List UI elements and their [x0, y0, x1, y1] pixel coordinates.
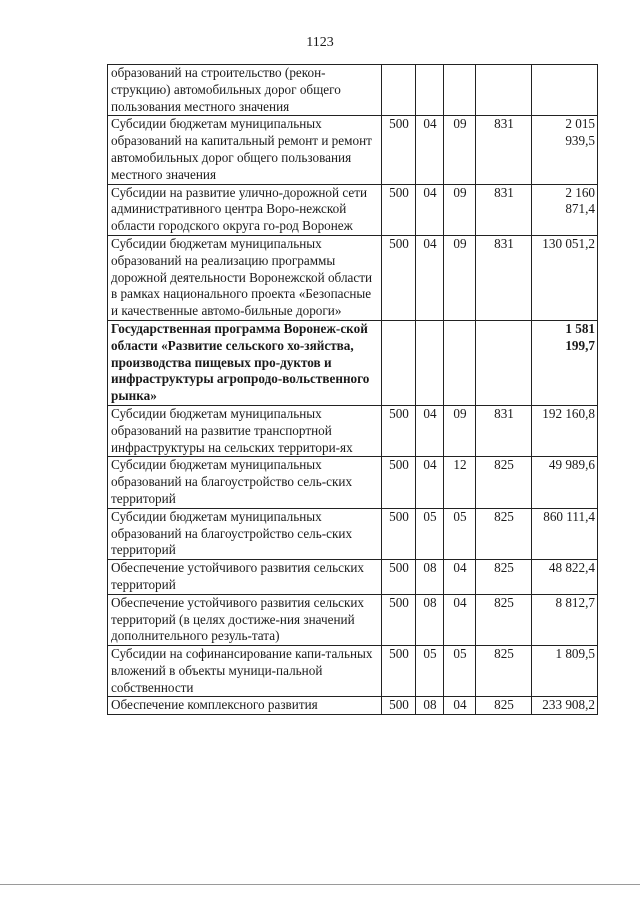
row-code-4-cell: 831 — [476, 405, 532, 456]
row-code-4-cell: 831 — [476, 184, 532, 235]
row-code-3-cell — [444, 65, 476, 116]
row-code-3-cell — [444, 320, 476, 405]
row-name-cell: Субсидии на софинансирование капи-тальных вложений в объекты муници-пальной собственности — [108, 646, 382, 697]
row-name-cell: Субсидии бюджетам муниципальных образований на благоустройство сель-ских территорий — [108, 457, 382, 508]
row-code-4-cell: 825 — [476, 457, 532, 508]
row-name-cell: Субсидии бюджетам муниципальных образований на развитие транспортной инфраструктуры на сельских территори-ях — [108, 405, 382, 456]
table-row — [108, 235, 598, 320]
row-code-3-cell: 04 — [444, 697, 476, 715]
table-row — [108, 594, 598, 645]
row-name-cell: Государственная программа Воронеж-ской области «Развитие сельского хо-зяйства, производства пищевых про-дуктов и инфраструктуры агропродо-вольственного рынка» — [108, 320, 382, 405]
table-row — [108, 320, 598, 405]
row-code-3-cell: 09 — [444, 405, 476, 456]
row-code-1-cell: 500 — [382, 560, 416, 595]
row-code-4-cell: 825 — [476, 508, 532, 559]
table-row — [108, 697, 598, 715]
row-code-4-cell — [476, 320, 532, 405]
row-code-2-cell: 04 — [416, 405, 444, 456]
row-code-1-cell: 500 — [382, 508, 416, 559]
row-amount-cell: 2 160 871,4 — [532, 184, 598, 235]
row-amount-cell: 130 051,2 — [532, 235, 598, 320]
budget-table — [107, 64, 598, 715]
table-row — [108, 457, 598, 508]
table-row — [108, 508, 598, 559]
row-code-4-cell: 831 — [476, 235, 532, 320]
row-code-1-cell: 500 — [382, 235, 416, 320]
row-code-1-cell — [382, 320, 416, 405]
row-code-3-cell: 05 — [444, 646, 476, 697]
row-code-1-cell: 500 — [382, 697, 416, 715]
row-name-cell: Субсидии бюджетам муниципальных образований на реализацию программы дорожной деятельности Воронежской области в рамках национального проекта «Безопасные и качественные автомо-бильные дороги» — [108, 235, 382, 320]
row-code-4-cell: 825 — [476, 646, 532, 697]
row-amount-cell: 8 812,7 — [532, 594, 598, 645]
row-code-4-cell: 825 — [476, 560, 532, 595]
row-name-cell: Обеспечение комплексного развития — [108, 697, 382, 715]
row-amount-cell: 1 581 199,7 — [532, 320, 598, 405]
row-code-4-cell: 825 — [476, 697, 532, 715]
row-code-3-cell: 09 — [444, 235, 476, 320]
row-amount-cell: 192 160,8 — [532, 405, 598, 456]
row-name-cell: Субсидии бюджетам муниципальных образований на капитальный ремонт и ремонт автомобильных дорог общего пользования местного значения — [108, 116, 382, 184]
row-amount-cell — [532, 65, 598, 116]
row-amount-cell: 1 809,5 — [532, 646, 598, 697]
row-code-3-cell: 09 — [444, 184, 476, 235]
row-code-2-cell — [416, 320, 444, 405]
row-code-2-cell: 08 — [416, 560, 444, 595]
table-row — [108, 405, 598, 456]
row-code-2-cell: 05 — [416, 646, 444, 697]
table-row — [108, 560, 598, 595]
page-number: 1123 — [306, 35, 334, 50]
row-code-4-cell — [476, 65, 532, 116]
row-code-2-cell: 04 — [416, 116, 444, 184]
row-code-3-cell: 05 — [444, 508, 476, 559]
bottom-rule — [0, 884, 640, 885]
row-code-1-cell: 500 — [382, 405, 416, 456]
row-code-2-cell: 08 — [416, 594, 444, 645]
row-amount-cell: 48 822,4 — [532, 560, 598, 595]
row-code-1-cell: 500 — [382, 594, 416, 645]
row-code-1-cell: 500 — [382, 646, 416, 697]
row-code-4-cell: 831 — [476, 116, 532, 184]
table-row — [108, 65, 598, 116]
row-name-cell: Обеспечение устойчивого развития сельских территорий — [108, 560, 382, 595]
row-code-2-cell: 04 — [416, 235, 444, 320]
row-code-1-cell: 500 — [382, 457, 416, 508]
row-code-2-cell: 04 — [416, 457, 444, 508]
row-code-2-cell: 05 — [416, 508, 444, 559]
row-code-2-cell: 08 — [416, 697, 444, 715]
row-amount-cell: 233 908,2 — [532, 697, 598, 715]
row-code-1-cell — [382, 65, 416, 116]
row-code-3-cell: 04 — [444, 560, 476, 595]
row-code-3-cell: 04 — [444, 594, 476, 645]
row-code-4-cell: 825 — [476, 594, 532, 645]
row-amount-cell: 860 111,4 — [532, 508, 598, 559]
row-code-3-cell: 12 — [444, 457, 476, 508]
row-name-cell: образований на строительство (рекон-струкцию) автомобильных дорог общего пользования местного значения — [108, 65, 382, 116]
row-name-cell: Обеспечение устойчивого развития сельских территорий (в целях достиже-ния значений дополнительного резуль-тата) — [108, 594, 382, 645]
row-code-2-cell — [416, 65, 444, 116]
row-code-2-cell: 04 — [416, 184, 444, 235]
table-row — [108, 184, 598, 235]
row-amount-cell: 49 989,6 — [532, 457, 598, 508]
row-amount-cell: 2 015 939,5 — [532, 116, 598, 184]
row-code-1-cell: 500 — [382, 184, 416, 235]
row-code-1-cell: 500 — [382, 116, 416, 184]
table-row — [108, 646, 598, 697]
row-name-cell: Субсидии на развитие улично-дорожной сети административного центра Воро-нежской области городского округа го-род Воронеж — [108, 184, 382, 235]
table-row — [108, 116, 598, 184]
budget-table-body — [108, 65, 598, 715]
row-name-cell: Субсидии бюджетам муниципальных образований на благоустройство сель-ских территорий — [108, 508, 382, 559]
row-code-3-cell: 09 — [444, 116, 476, 184]
